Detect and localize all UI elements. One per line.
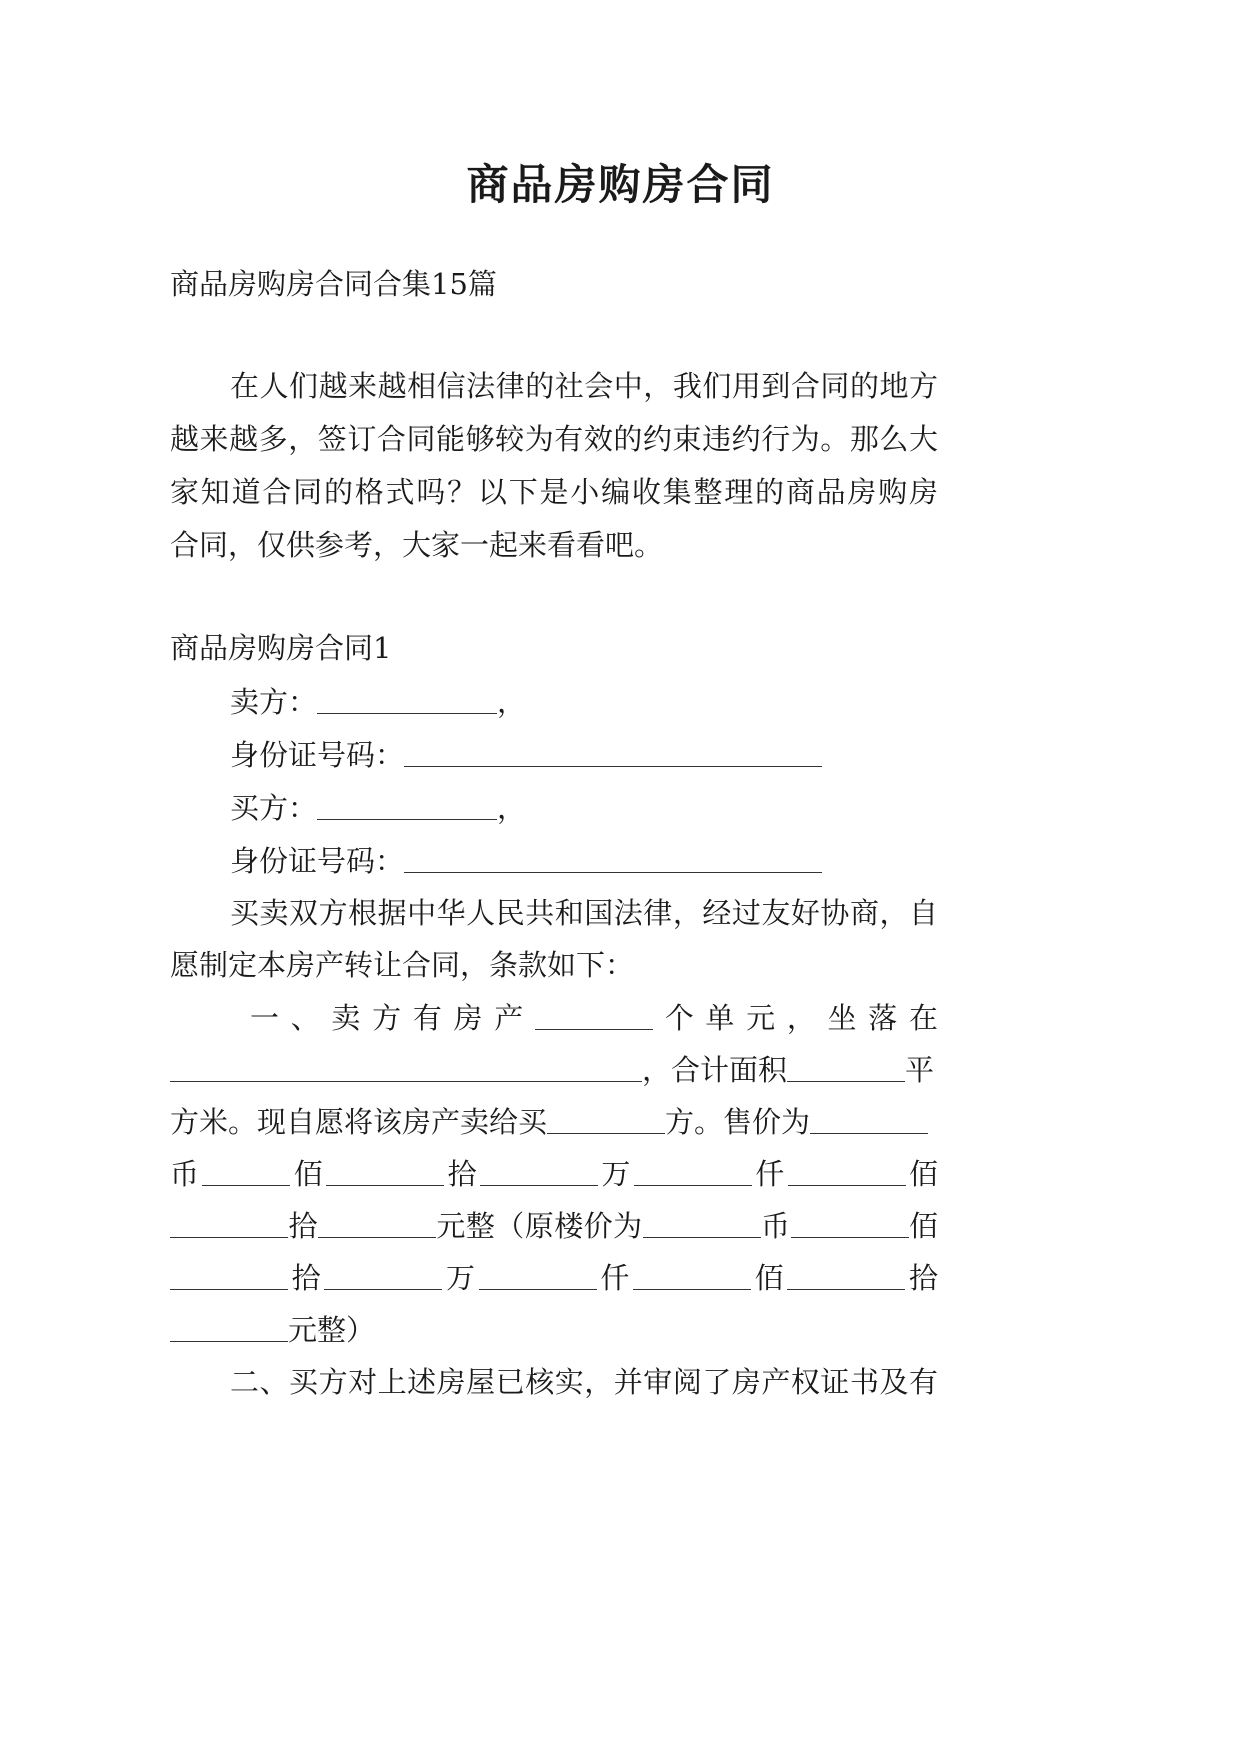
original-price-blank [324,1263,442,1290]
unit-shi: 拾 [288,1261,325,1295]
price-blank [318,1211,436,1238]
intro-line: 家知道合同的格式吗？以下是小编收集整理的商品房购房 [170,475,938,509]
intro-line: 合同，仅供参考，大家一起来看看吧。 [170,528,664,562]
unit-qian: 仟 [751,1157,788,1191]
clause1-prefix: 一、卖方有房产 [250,1001,535,1035]
clause1-line [170,1310,375,1350]
unit-wan: 万 [442,1261,479,1295]
unit-bai: 佰 [905,1157,938,1191]
clause1-line [170,1050,934,1090]
buyer-id-label: 身份证号码： [230,844,405,878]
clause1-line [170,1206,938,1246]
seller-blank [317,687,497,714]
original-price-blank [643,1211,761,1238]
units-blank [535,1003,653,1030]
clause1-line [250,998,938,1038]
buyer-field [230,788,526,828]
document-subtitle: 商品房购房合同合集15篇 [170,267,497,301]
original-price-blank [787,1263,905,1290]
unit-shi: 拾 [288,1209,318,1243]
original-price-blank [170,1315,288,1342]
intro-line: 在人们越来越相信法律的社会中，我们用到合同的地方 [230,369,938,403]
price-blank [480,1159,598,1186]
buyer-label: 买方： [230,791,318,825]
seller-field [230,682,526,722]
document-title: 商品房购房合同 [466,160,775,209]
seller-label: 卖方： [230,685,318,719]
buyer-blank [317,793,497,820]
agreement-line: 买卖双方根据中华人民共和国法律，经过友好协商，自 [230,896,938,930]
clause1-line [170,1102,928,1142]
agreement-line: 愿制定本房产转让合同，条款如下： [170,948,635,982]
price-blank [170,1211,288,1238]
original-price-label: 元整（原楼价为 [435,1209,643,1243]
unit-qian: 仟 [596,1261,633,1295]
seller-id-field [230,735,822,775]
location-blank [170,1055,642,1082]
seller-tail: ， [497,685,527,719]
unit-bai: 佰 [750,1261,788,1295]
price-label: 方。售价为 [665,1105,811,1139]
clause1-mid: 个单元，坐落在 [653,1001,938,1035]
price-blank [326,1159,444,1186]
area-unit-start: 平 [905,1053,935,1087]
unit-wan: 万 [598,1157,634,1191]
unit-bai: 佰 [290,1157,327,1191]
buyer-id-field [230,841,822,881]
buyer-party-blank [547,1107,665,1134]
unit-shi: 拾 [905,1261,938,1295]
price-blank [788,1159,906,1186]
original-price-blank [479,1263,597,1290]
unit-bi: 币 [170,1157,203,1191]
original-price-blank [791,1211,909,1238]
original-price-close: 元整） [288,1313,376,1347]
section-heading: 商品房购房合同1 [170,631,392,665]
clause2-line: 二、买方对上述房屋已核实，并审阅了房产权证书及有 [230,1365,938,1399]
unit-bi: 币 [760,1209,791,1243]
unit-bai: 佰 [908,1209,938,1243]
original-price-blank [170,1263,288,1290]
buyer-id-blank [404,846,822,873]
clause1-line [170,1154,938,1194]
buyer-tail: ， [497,791,527,825]
currency-blank [810,1107,928,1134]
sale-text: 方米。现自愿将该房产卖给买 [170,1105,548,1139]
seller-id-blank [404,740,822,767]
price-blank [634,1159,752,1186]
price-blank [202,1159,290,1186]
original-price-blank [633,1263,751,1290]
intro-line: 越来越多，签订合同能够较为有效的约束违约行为。那么大 [170,422,938,456]
area-blank [787,1055,905,1082]
area-label: ，合计面积 [642,1053,788,1087]
clause1-line [170,1258,938,1298]
unit-shi: 拾 [444,1157,480,1191]
seller-id-label: 身份证号码： [230,738,405,772]
